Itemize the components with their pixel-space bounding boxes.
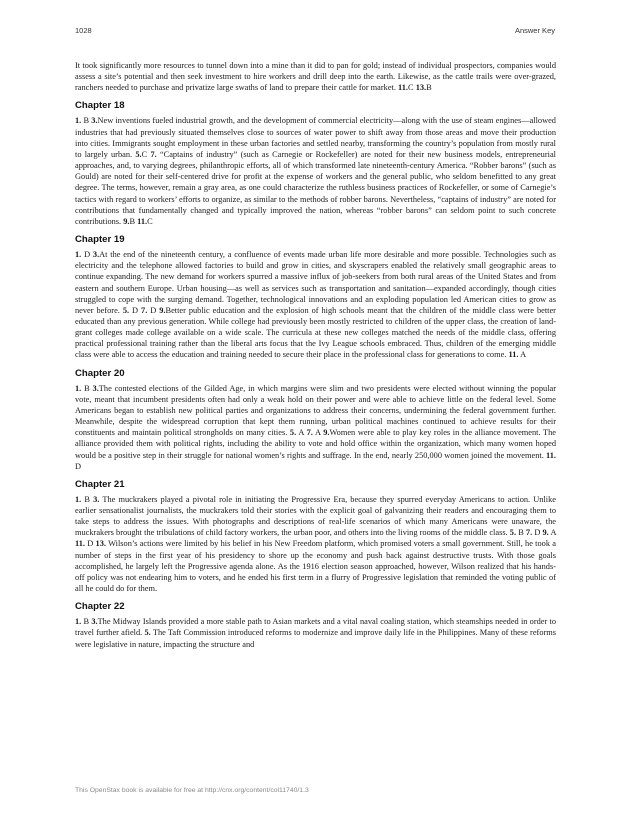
answer-letter: B — [84, 383, 90, 393]
answer-number: 11. — [546, 450, 556, 460]
chapter-answers — [75, 383, 556, 472]
chapter-answers — [75, 115, 556, 227]
chapter-answers — [75, 494, 556, 594]
answer-number: 1. — [75, 383, 82, 393]
answer-number: 3. — [91, 617, 98, 627]
answer-text: Wilson’s actions were limited by his belief in his New Freedom platform, which promised voters a small government. Still, he took a number of steps in the first year of his presidency to shore up the economy and push back against destructive trusts. With those goals accomplished, he largely left the Progressive agenda alone. As the 1916 election season approached, however, Wilson realized that his hands-off policy was not endearing him to voters, and he ended his first term in a flurry of Progressive legislation that reminded the voting public of all he could do for them. — [75, 539, 556, 594]
answer-letter: A — [298, 428, 304, 438]
answer-text: At the end of the nineteenth century, a confluence of events made urban life more desirable and more possible. Technologies such as electricity and the telephone allowed factories to build and grow in cities, and skyscrapers enabled the relatively small geographic areas to continue expanding. The new demand for workers spurred a massive influx of job-seekers from both rural areas of the United States and from eastern and southern Europe. Urban housing—as well as services such as transportation and sanitation—expanded accordingly, though cities struggled to cope with the surging demand. Together, technological innovations and an exploding population led American cities to grow as never before. — [75, 250, 556, 315]
answer-text: The Taft Commission introduced reforms to modernize and improve daily life in the Philippines. Many of these reforms were legislative in nature, impacting the structure and — [75, 628, 557, 649]
section-title: Answer Key — [514, 26, 555, 35]
answer-number: 11. — [508, 350, 519, 360]
answer-number: 5. — [135, 149, 142, 159]
answer-number: 3. — [92, 250, 100, 260]
answer-letter: D — [150, 305, 157, 315]
answer-letter: B — [84, 494, 90, 504]
chapter-heading: Chapter 19 — [75, 234, 125, 246]
answer-text: The Midway Islands provided a more stable path to Asian markets and a vital naval coaling station, which steamships needed in order to travel further afield. — [75, 617, 556, 638]
page-footer: This OpenStax book is available for free at http://cnx.org/content/col11740/1.3 — [75, 787, 309, 794]
answer-number: 11. — [398, 83, 409, 93]
answer-number: 13. — [415, 83, 427, 93]
answer-letter: D — [75, 461, 82, 471]
answer-letter: C — [408, 83, 414, 93]
chapter-heading: Chapter 21 — [75, 478, 125, 490]
answer-letter: C — [147, 216, 153, 226]
answer-number: 5. — [289, 428, 297, 438]
answer-number: 3. — [92, 383, 99, 393]
answer-number: 1. — [75, 494, 82, 504]
answer-text: “Captains of industry” (such as Carnegie or Rockefeller) are noted for their new business models, entrepreneurial approaches, and, to varying degrees, philanthropic efforts, all of which transformed late nineteenth-century America. “Robber barons” (such as Gould) are noted for their self-centered drive for profit at the expense of workers and the general public, who seldom benefitted to any great degree. The terms, however, remain a gray area, as one could characterize the ruthless business practices of Rockefeller, or some of Carnegie’s tactics with regard to workers’ efforts to organize, as similar to the methods of robber barons. Nevertheless, “captains of industry” are noted for contributions that fundamentally changed and typically improved the nation, whereas “robber barons” can seldom point to such concrete contributions. — [75, 149, 556, 226]
answer-number: 9. — [123, 216, 130, 226]
answer-number: 5. — [144, 628, 151, 638]
answer-letter: A — [315, 428, 321, 438]
answer-letter: B — [129, 216, 136, 226]
answer-number: 9. — [159, 305, 166, 315]
page-number: 1028 — [75, 26, 92, 35]
answer-text: The muckrakers played a pivotal role in initiating the Progressive Era, because they spurred everyday Americans to action. Unlike earlier sensationalist journalists, the muckrakers told their stories with the explicit goal of galvanizing their readers and encouraging them to take steps to address the issues. With photographs and descriptions of real-life scenarios of which many Americans were unaware, the muckrakers brought the tribulations of child factory workers, the urban poor, and others into the living rooms of the middle class. — [75, 494, 556, 538]
answer-number: 13. — [95, 539, 106, 549]
answer-text: The contested elections of the Gilded Age, in which margins were slim and two presidents were elected without winning the popular vote, meant that incumbent presidents often had only a weak hold on their power and were able to achieve little on the federal level. Some Americans began to establish new political parties and organizations to address their concerns, undermining the federal government further. Meanwhile, despite the widespread corruption that kept them running, urban political machines continued to achieve results for their constituents and maintain political strongholds on many cities. — [75, 383, 556, 438]
answer-key-body — [75, 60, 556, 650]
answer-number: 1. — [75, 116, 82, 126]
answer-text: New inventions fueled industrial growth, and the development of commercial electricity—along with the use of steam engines—allowed industries that had previously situated themselves close to sources of water power to shift away from those areas and move their production into cities. Immigrants sought employment in these urban factories and settled nearby, transforming the country’s population from mostly rural to largely urban. — [75, 116, 556, 159]
answer-number: 3. — [91, 116, 98, 126]
answer-number: 11. — [137, 216, 148, 226]
answer-text: Better public education and the explosion of high schools meant that the children of the middle class were better educated than any previous generation. While college had previously been mostly restricted to children of the upper class, the creation of land-grant colleges made college available on a wide scale. The curricula at these new colleges matched the needs of the middle class, offering practical professional training rather than the liberal arts focus that the Ivy League schools embraced. Thus, children of the emerging middle class were able to access the education and training needed to secure their place in the professional class for generations to come. — [75, 305, 556, 360]
answer-number: 1. — [75, 250, 82, 260]
answer-letter: B — [426, 83, 432, 93]
answer-number: 11. — [75, 539, 85, 549]
answer-letter: A — [520, 350, 527, 360]
answer-letter: D — [84, 250, 91, 260]
intro-text: It took significantly more resources to tunnel down into a mine than it did to pan for gold; instead of individual prospectors, companies would assess a site’s potential and then seek investment to hire workers and drill deep into the earth. Likewise, as the cattle trails were over-grazed, ranchers needed to purchase and privatize large swaths of land to prepare their cattle for market. — [75, 61, 556, 93]
page-header — [75, 26, 555, 35]
answer-number: 9. — [542, 528, 549, 538]
chapter-heading: Chapter 22 — [75, 601, 125, 613]
chapter-heading: Chapter 18 — [75, 100, 125, 112]
answer-number: 5. — [122, 305, 130, 315]
answer-number: 1. — [75, 617, 82, 627]
answer-letter: A — [550, 528, 557, 538]
answer-letter: B — [83, 617, 90, 627]
chapter-answers — [75, 249, 556, 361]
answer-letter: C — [141, 149, 148, 159]
chapter-answers — [75, 616, 556, 649]
answer-number: 7. — [306, 428, 313, 438]
answer-letter: B — [518, 528, 524, 538]
answer-letter: B — [83, 116, 90, 126]
intro-paragraph — [75, 60, 556, 93]
answer-number: 7. — [150, 149, 157, 159]
answer-number: 7. — [141, 305, 148, 315]
answer-number: 5. — [509, 528, 517, 538]
answer-number: 3. — [93, 494, 100, 504]
answer-letter: D — [132, 305, 139, 315]
answer-number: 9. — [323, 428, 330, 438]
chapter-heading: Chapter 20 — [75, 367, 125, 379]
answer-letter: D — [534, 528, 541, 538]
answer-text: Women were able to play key roles in the alliance movement. The alliance provided them with political rights, including the ability to vote and hold office within the organization, which many women hoped would be a positive step in their struggle for national women’s rights and suffrage. In the end, nearly 250,000 women joined the movement. — [75, 428, 556, 460]
answer-letter: D — [87, 539, 94, 549]
answer-number: 7. — [525, 528, 533, 538]
